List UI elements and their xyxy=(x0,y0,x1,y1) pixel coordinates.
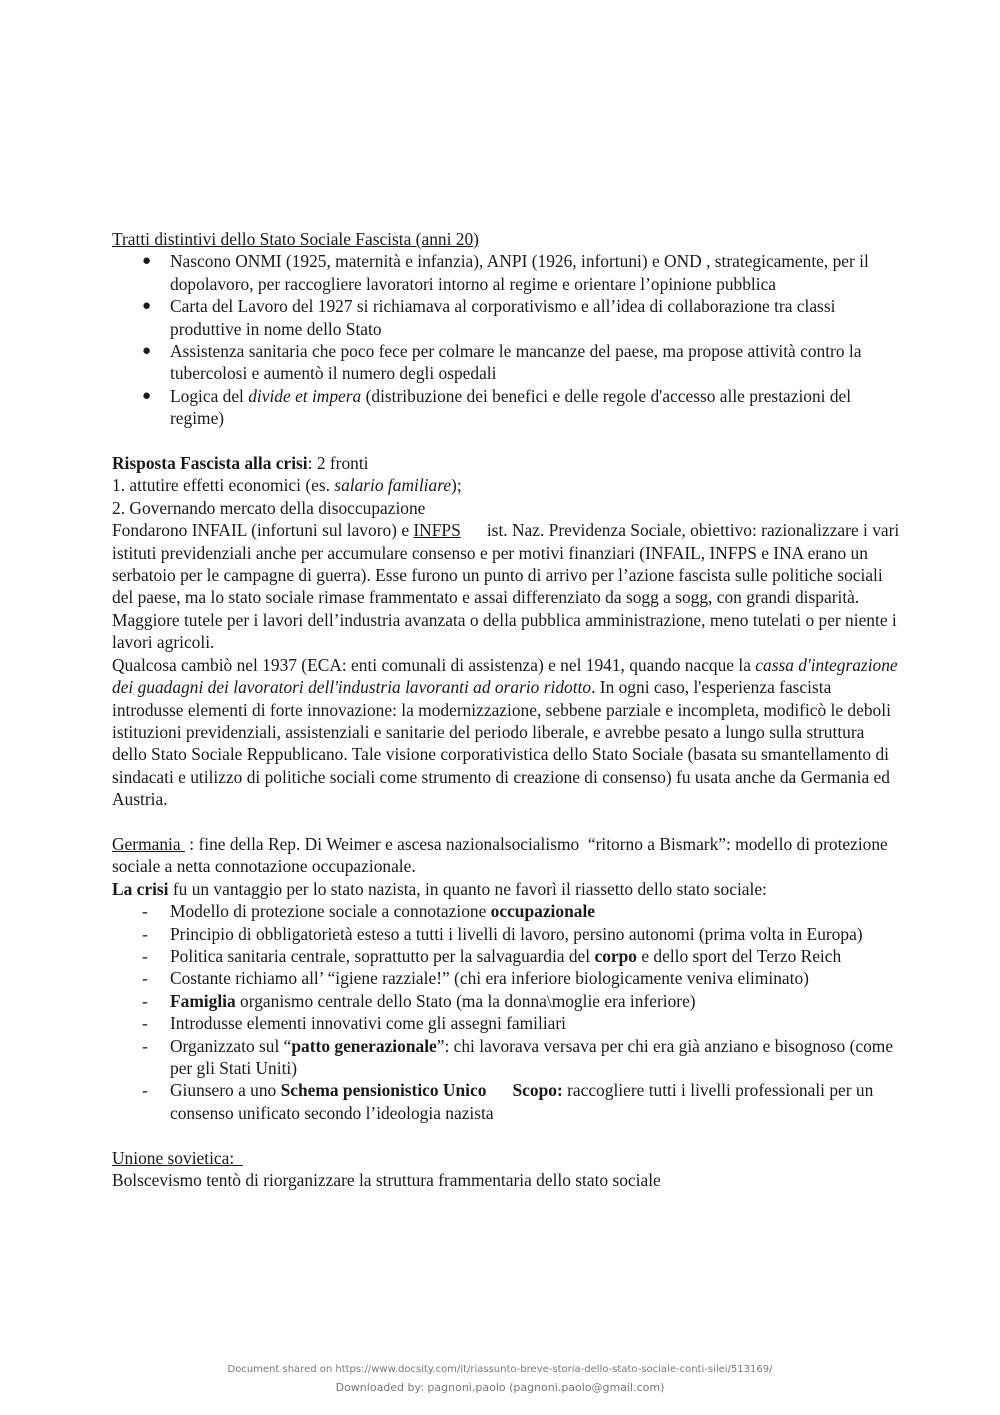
section-heading-soviet-union: Unione sovietica: xyxy=(112,1147,243,1168)
list-item: - Politica sanitaria centrale, soprattutto per la salvaguardia del corpo e dello sport del Terzo Reich xyxy=(142,945,842,966)
bullet-icon: ● xyxy=(142,343,152,360)
list-item: ● Assistenza sanitaria che poco fece per colmare le mancanze del paese, ma propose attività contro la tubercolosi e aumentò il numero degli ospedali xyxy=(142,341,862,384)
list-item: - Introdusse elementi innovativi come gli assegni familiari xyxy=(142,1013,567,1034)
paragraph-eca-1937: Qualcosa cambiò nel 1937 (ECA: enti comunali di assistenza) e nel 1941, quando nacque la cassa d'integrazione dei guadagni dei lavoratori dell'industria lavoranti ad orario ridotto. In ogni caso, l'esperienza fascista introdusse elementi di forte innovazione: la modernizzazione, sebbene parziale e incompleta, modificò le deboli istituzioni previdenziali, assistenziali e sanitarie del periodo liberale, e avrebbe pesato a lungo sulla struttura dello Stato Sociale Reppublicano. Tale visione corporativistica dello Stato Sociale (basata su smantellamento di sindacati e utilizzo di politiche sociali come strumento di creazione di consenso) fu usata anche da Germania ed Austria. xyxy=(112,654,898,810)
dash-icon: - xyxy=(142,968,148,989)
dash-list-germany xyxy=(112,900,902,1124)
bullet-icon: ● xyxy=(142,387,152,404)
dash-icon: - xyxy=(142,945,148,966)
list-item: - Principio di obbligatorietà esteso a tutti i livelli di lavoro, persino autonomi (prima volta in Europa) xyxy=(142,923,863,944)
crisis-front-2: 2. Governando mercato della disoccupazione xyxy=(112,497,426,518)
list-item: ● Nascono ONMI (1925, maternità e infanzia), ANPI (1926, infortuni) e OND , strategicamente, per il dopolavoro, per raccogliere lavoratori intorno al regime e orientare l’opinione pubblica xyxy=(142,251,869,294)
section-heading-germany: Germania : fine della Rep. Di Weimer e ascesa nazionalsocialismo “ritorno a Bismark”: modello di protezione sociale a netta connotazione occupazionale. xyxy=(112,833,893,877)
dash-icon: - xyxy=(142,990,148,1011)
document-body xyxy=(112,228,902,1191)
section-heading-fascist-crisis: Risposta Fascista alla crisi: 2 fronti xyxy=(112,453,369,474)
dash-icon: - xyxy=(142,1080,148,1101)
list-item: - Giunsero a uno Schema pensionistico Unico Scopo: raccogliere tutti i livelli professionali per un consenso unificato secondo l’ideologia nazista xyxy=(142,1080,878,1123)
dash-icon: - xyxy=(142,1013,148,1034)
crisis-advantage-line: La crisi fu un vantaggio per lo stato nazista, in quanto ne favorì il riassetto dello stato sociale: xyxy=(112,878,767,899)
bullet-icon: ● xyxy=(142,253,152,270)
list-item: - Costante richiamo all’ “igiene razziale!” (chi era inferiore biologicamente veniva eliminato) xyxy=(142,968,809,989)
dash-icon: - xyxy=(142,1035,148,1056)
list-item: - Modello di protezione sociale a connotazione occupazionale xyxy=(142,901,595,922)
section-heading-fascist-traits: Tratti distintivi dello Stato Sociale Fascista (anni 20) xyxy=(112,229,479,249)
dash-icon: - xyxy=(142,923,148,944)
paragraph-infail-infps: Fondarono INFAIL (infortuni sul lavoro) e INFPS ist. Naz. Previdenza Sociale, obiettivo: razionalizzare i vari istituti previdenziali anche per accumulare consenso e per motivi finanziari (INFAIL, INFPS e INA erano un serbatoio per le campagne di guerra). Esse furono un punto di arrivo per l’azione fascista sulle politiche sociali del paese, ma lo stato sociale rimase frammentato e assai differenziato da sogg a sogg, con grandi disparità. Maggiore tutele per i lavori dell’industria avanzata o della pubblica amministrazione, meno tutelati o per niente i lavori agricoli. xyxy=(112,520,904,653)
footer-shared-link: Document shared on https://www.docsity.com/it/riassunto-breve-storia-dello-stato-sociale-conti-silei/513169/ xyxy=(227,1364,773,1375)
list-item: - Organizzato sul “patto generazionale”: chi lavorava versava per chi era già anziano e bisognoso (come per gli Stati Uniti) xyxy=(142,1035,894,1078)
bullet-list-fascist-traits xyxy=(112,250,902,429)
crisis-front-1: 1. attutire effetti economici (es. salario familiare); xyxy=(112,475,462,496)
list-item: ● Carta del Lavoro del 1927 si richiamava al corporativismo e all’idea di collaborazione tra classi produttive in nome dello Stato xyxy=(142,296,836,339)
list-item: - Famiglia organismo centrale dello Stato (ma la donna\moglie era inferiore) xyxy=(142,990,696,1011)
dash-icon: - xyxy=(142,901,148,922)
bullet-icon: ● xyxy=(142,298,152,315)
footer-downloaded-by: Downloaded by: pagnoni.paolo (pagnoni.paolo@gmail.com) xyxy=(335,1381,665,1394)
list-item: ● Logica del divide et impera (distribuzione dei benefici e delle regole d'accesso alle prestazioni del regime) xyxy=(142,385,852,429)
soviet-union-text: Bolscevismo tentò di riorganizzare la struttura frammentaria dello stato sociale xyxy=(112,1170,661,1191)
